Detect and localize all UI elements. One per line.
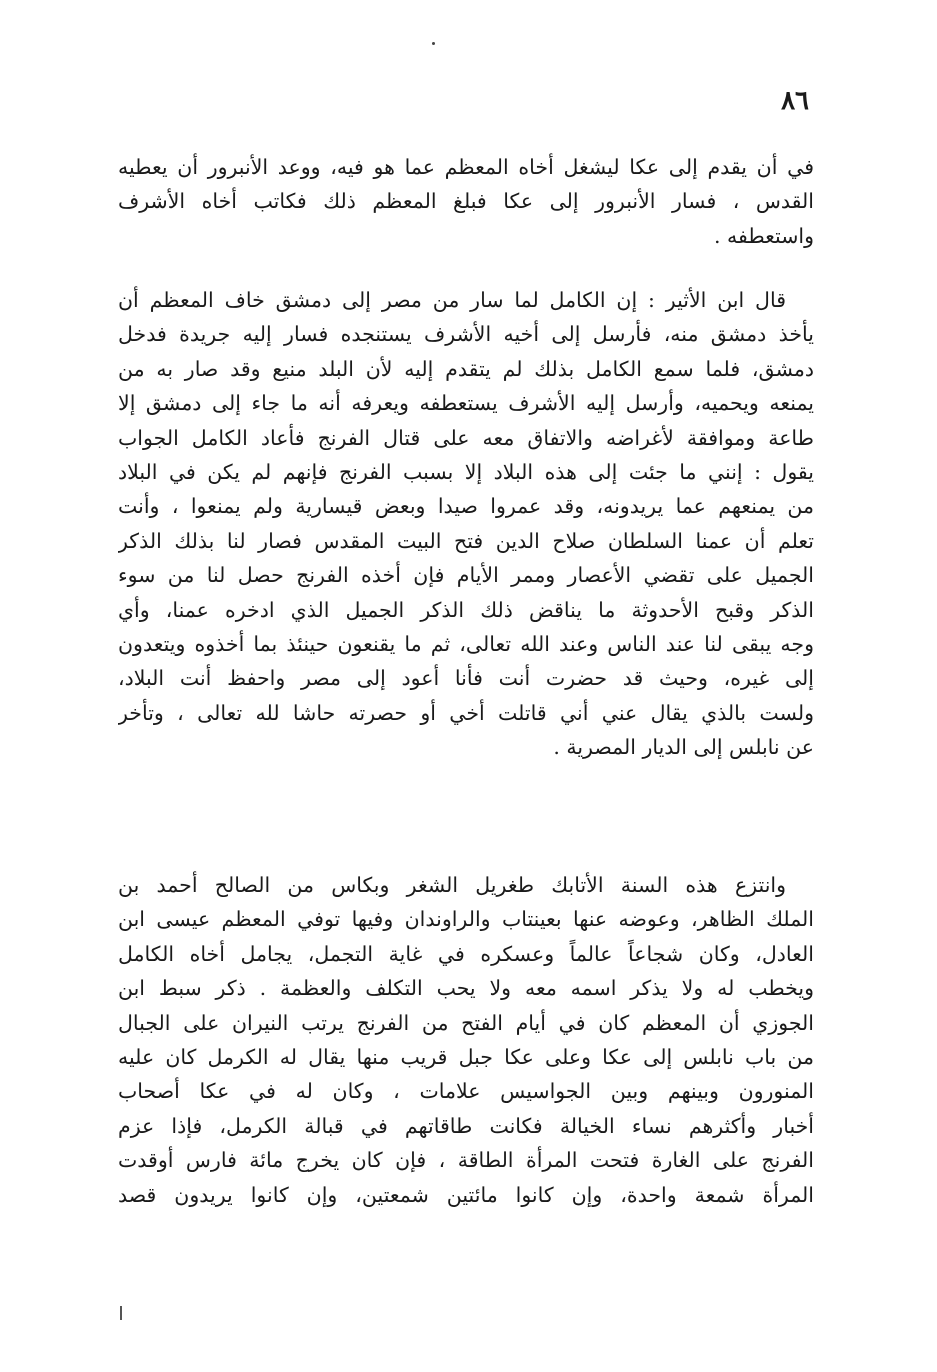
text-line: طاعة وموافقة لأغراضه والاتفاق معه على قتال الفرنج فأعاد الكامل الجواب <box>118 425 814 450</box>
text-line: الذكر وقبح الأحدوثة ما يناقض ذلك الذكر الجميل الذي ادخره عمنا، وأي <box>118 597 814 622</box>
text-line: إلى غيره، وحيث قد حضرت أنت فأنا أعود إلى مصر واحفظ أنت البلاد، <box>118 666 814 691</box>
paragraph-2 <box>118 283 814 764</box>
text-line: وانتزع هذه السنة الأتابك طغريل الشغر وبكاس من الصالح أحمد بن <box>118 873 786 897</box>
text-line: المنورون وبينهم وبين الجواسيس علامات ، وكان له في عكا أصحاب <box>118 1079 814 1104</box>
text-line: يمنعه ويحميه، وأرسل إليه الأشرف يستعطفه ويعرفه أنه ما جاء إلى دمشق إلا <box>118 391 814 416</box>
text-line: الفرنج على الغارة فتحت المرأة الطاقة ، فإن كان يخرج مائة فارس أوقدت <box>118 1148 814 1173</box>
text-line: ويخطب له ولا يذكر اسمه معه ولا يحب التكلف والعظمة . ذكر سبط ابن <box>118 976 814 1001</box>
page-number: ٨٦ <box>781 86 809 116</box>
text-line: من يمنعهم عما يريدونه، وقد عمروا صيدا وبعض قيسارية ولم يمنعوا ، وأنت <box>118 494 814 519</box>
text-line: أخبار وأكثرهم نساء الخيالة فكانت طاقاتهم في قبالة الكرمل، فإذا عزم <box>118 1113 814 1138</box>
text-line: دمشق، فلما سمع الكامل بذلك لم يتقدم إليه لأن البلد منيع وقد صار به من <box>118 356 814 381</box>
text-line: عن نابلس إلى الديار المصرية . <box>553 735 814 760</box>
text-line: العادل، وكان شجاعاً عالماً وعسكره في غاية التجمل، يجامل أخاه الكامل <box>118 941 814 966</box>
text-line: وجه يبقى لنا عند الناس وعند الله تعالى، ثم ما يقنعون حينئذ بما أخذوه ويتعدون <box>118 631 814 656</box>
text-line: الجميل على تقضي الأعصار وممر الأيام فإن أخذه الفرنج حصل لنا من سوء <box>118 563 814 588</box>
text-line: قال ابن الأثير : إن الكامل لما سار من مصر إلى دمشق خاف المعظم أن <box>118 288 786 312</box>
text-line: ولست بالذي يقال عني أني قاتلت أخي أو حصرته حاشا لله تعالى ، وتأخر <box>118 700 814 725</box>
text-line: القدس ، فسار الأنبرور إلى عكا فبلغ المعظم ذلك فكاتب أخاه الأشرف <box>118 189 814 214</box>
text-line: الملك الظاهر، وعوضه عنها بعينتاب والراوندان وفيها توفي المعظم عيسى ابن <box>118 907 814 932</box>
text-line: في أن يقدم إلى عكا ليشغل أخاه المعظم عما هو فيه، ووعد الأنبرور أن يعطيه <box>118 155 814 179</box>
text-line: تعلم أن عمنا السلطان صلاح الدين فتح البيت المقدس فصار لنا بذلك الذكر <box>118 528 814 553</box>
text-line: المرأة شمعة واحدة، وإن كانوا مائتين شمعتين، وإن كانوا يريدون قصد <box>118 1182 814 1207</box>
text-line: الجوزي أن المعظم كان في أيام الفتح من الفرنج يرتب النيران على الجبال <box>118 1010 814 1035</box>
text-line: يقول : إنني ما جئت إلى هذه البلاد إلا بسبب الفرنج فإنهم لم يكن في البلاد <box>118 459 814 484</box>
text-line: من باب نابلس إلى عكا وعلى عكا جبل قريب منها يقال له الكرمل كان عليه <box>118 1044 814 1069</box>
scan-speck <box>432 42 435 45</box>
text-line: واستعطفه . <box>713 223 814 248</box>
scan-mark <box>120 1306 122 1320</box>
paragraph-1 <box>118 150 814 253</box>
text-line: يأخذ دمشق منه، فأرسل إلى أخيه الأشرف يستنجده فسار إليه جريدة فدخل <box>118 322 814 347</box>
paragraph-3 <box>118 868 814 1212</box>
